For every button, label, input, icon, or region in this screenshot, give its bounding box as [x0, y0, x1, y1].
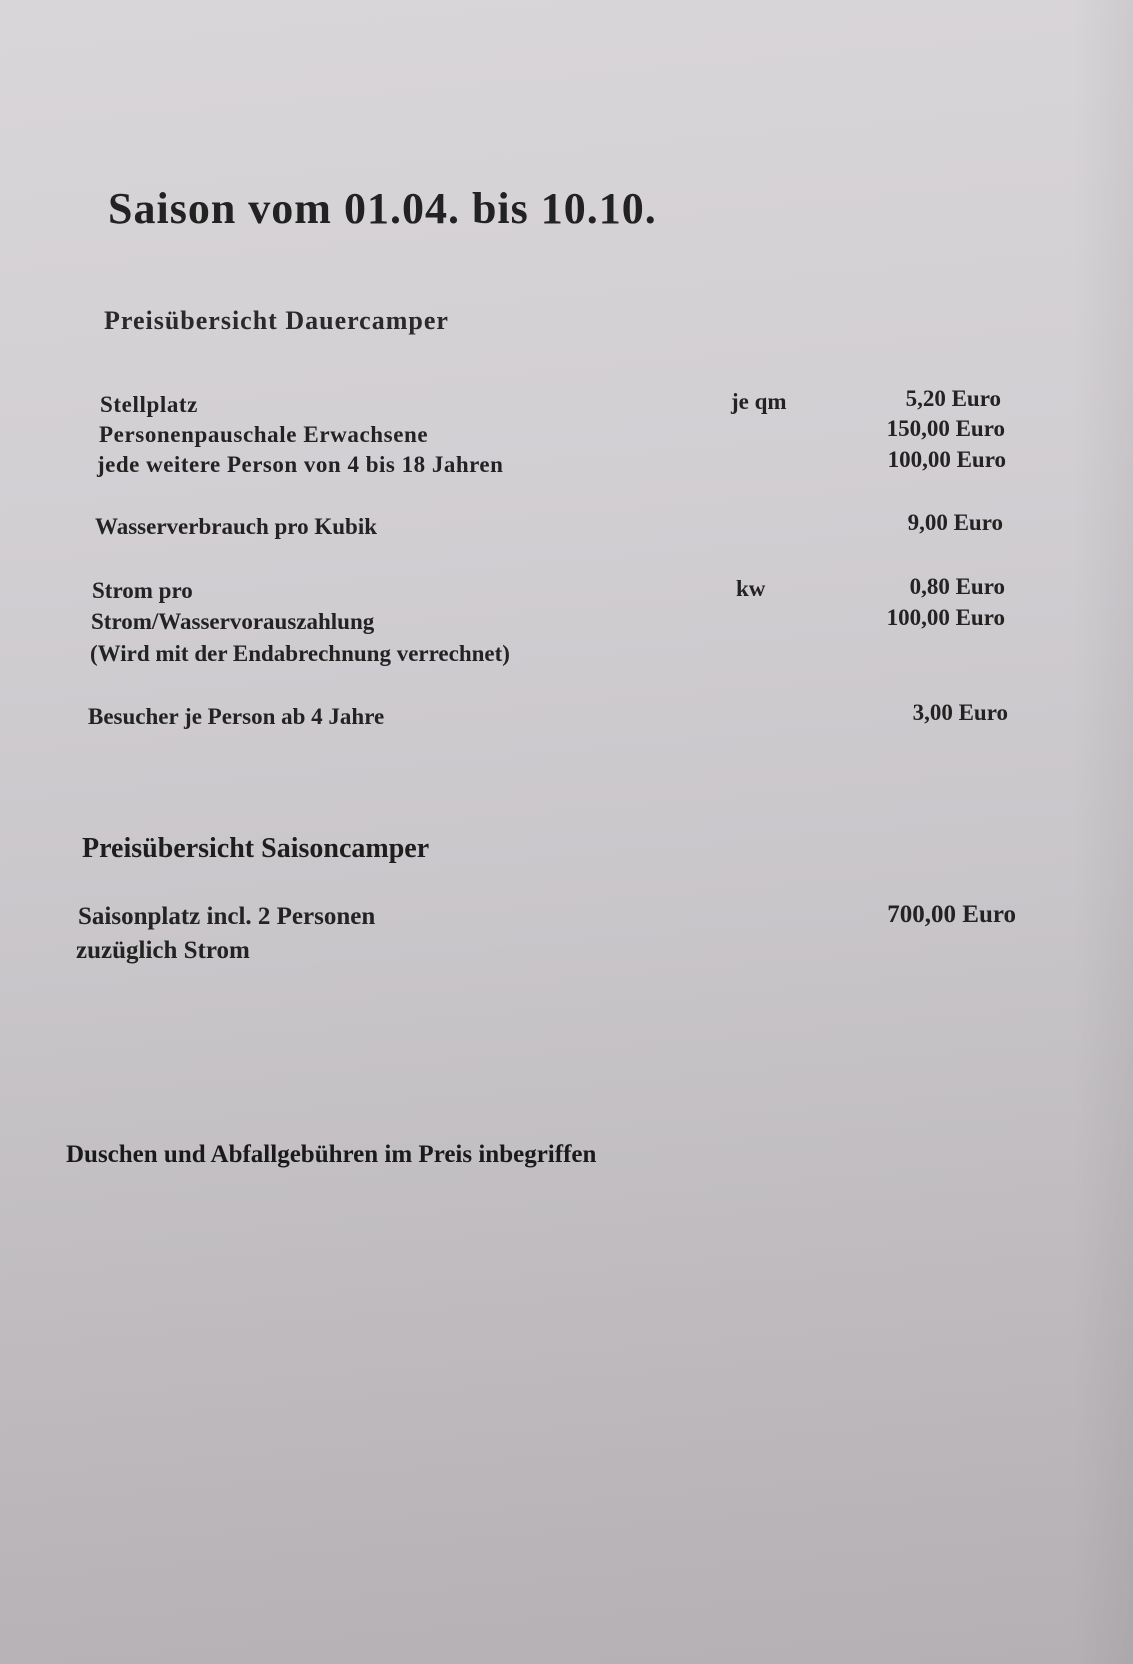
- row-price: 700,00 Euro: [887, 901, 1016, 928]
- row-label: Stellplatz: [100, 392, 198, 417]
- row-unit: je qm: [731, 389, 787, 414]
- row-label: jede weitere Person von 4 bis 18 Jahren: [97, 452, 504, 477]
- row-label: Personenpauschale Erwachsene: [99, 422, 429, 447]
- row-price: 3,00 Euro: [912, 700, 1008, 725]
- page-title: Saison vom 01.04. bis 10.10.: [108, 184, 657, 233]
- row-price: 5,20 Euro: [905, 386, 1001, 411]
- page-shadow: [1073, 0, 1133, 1664]
- row-note: (Wird mit der Endabrechnung verrechnet): [90, 641, 510, 666]
- row-label: Strom pro: [92, 578, 193, 603]
- section-heading-dauercamper: Preisübersicht Dauercamper: [104, 306, 449, 335]
- row-label: Besucher je Person ab 4 Jahre: [88, 704, 385, 729]
- row-price: 100,00 Euro: [887, 447, 1006, 472]
- row-label: Strom/Wasservorauszahlung: [91, 609, 375, 634]
- row-price: 150,00 Euro: [886, 416, 1005, 441]
- section-heading-saisoncamper: Preisübersicht Saisoncamper: [82, 833, 430, 864]
- row-price: 100,00 Euro: [886, 605, 1005, 630]
- row-label: Saisonplatz incl. 2 Personen: [78, 903, 376, 930]
- row-unit: kw: [736, 576, 766, 601]
- row-label: zuzüglich Strom: [76, 937, 250, 964]
- row-label: Wasserverbrauch pro Kubik: [95, 514, 377, 539]
- footer-note: Duschen und Abfallgebühren im Preis inbegriffen: [66, 1141, 597, 1168]
- row-price: 0,80 Euro: [909, 574, 1005, 599]
- row-price: 9,00 Euro: [907, 510, 1003, 535]
